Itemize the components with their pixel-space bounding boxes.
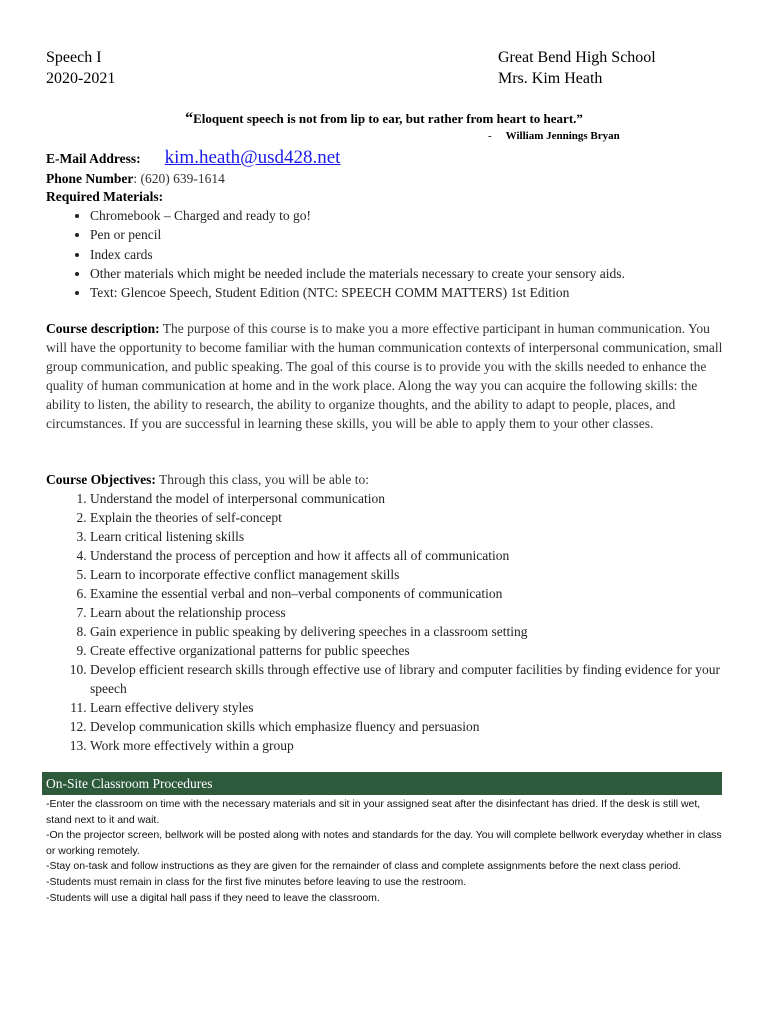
list-item: 9. Create effective organizational patterns for public speeches <box>90 641 726 660</box>
list-item: 7. Learn about the relationship process <box>90 603 726 622</box>
list-item: 13. Work more effectively within a group <box>90 736 726 755</box>
list-item: 2. Explain the theories of self-concept <box>90 508 726 527</box>
list-item: 5. Learn to incorporate effective conflict management skills <box>90 565 726 584</box>
course-description <box>46 319 726 433</box>
quote-text: Eloquent speech is not from lip to ear, but rather from heart to heart.” <box>193 111 583 126</box>
list-item: 10. Develop efficient research skills through effective use of library and computer facilities by finding evidence for your speech <box>90 660 726 698</box>
procedure-item: -Students must remain in class for the first five minutes before leaving to use the restroom. <box>46 875 467 888</box>
email-row <box>46 146 726 171</box>
list-item: • Index cards <box>90 245 726 264</box>
procedure-item: -On the projector screen, bellwork will be posted along with notes and standards for the day. You will complete bellwork everyday whether in class or working remotely. <box>46 829 722 857</box>
list-item: 4. Understand the process of perception and how it affects all of communication <box>90 546 726 565</box>
list-item: 6. Examine the essential verbal and non–verbal components of communication <box>90 584 726 603</box>
course-objectives <box>46 470 726 755</box>
list-item: • Chromebook – Charged and ready to go! <box>90 206 726 225</box>
list-item: 8. Gain experience in public speaking by delivering speeches in a classroom setting <box>90 622 726 641</box>
objectives-list <box>46 489 726 755</box>
email-link[interactable]: kim.heath@usd428.net <box>164 147 341 168</box>
procedure-item: -Students will use a digital hall pass if they need to leave the classroom. <box>46 891 380 904</box>
objectives-intro: Through this class, you will be able to: <box>155 472 369 487</box>
phone-row <box>46 170 726 188</box>
description-label: Course description: <box>46 321 160 336</box>
school-name: Great Bend High School <box>498 49 656 66</box>
list-item: 1. Understand the model of interpersonal communication <box>90 489 726 508</box>
objectives-intro-row <box>46 470 726 489</box>
description-text: The purpose of this course is to make you a more effective participant in human communication. You will have the opportunity to become familiar with the human communication contexts of interpersonal communication, small group communication, and public speaking. The goal of this course is to provide you with the skills needed to enhance the quality of human communication at home and in the work place. Along the way you can acquire the following skills: the ability to listen, the ability to research, the ability to organize thoughts, and the ability to adapt to people, places, and circumstances. If you are successful in learning these skills, you will be able to apply them to your other classes. <box>46 321 723 431</box>
quote-author: William Jennings Bryan <box>505 130 620 142</box>
school-year: 2020-2021 <box>46 70 116 87</box>
list-item: • Pen or pencil <box>90 225 726 244</box>
procedure-item: -Stay on-task and follow instructions as they are given for the remainder of class and complete assignments before the next class period. <box>46 860 681 873</box>
course-title: Speech I <box>46 49 102 66</box>
list-item: 12. Develop communication skills which emphasize fluency and persuasion <box>90 717 726 736</box>
materials-heading: Required Materials: <box>46 189 164 204</box>
list-item: 11. Learn effective delivery styles <box>90 698 726 717</box>
quote-attribution <box>488 130 620 142</box>
procedures-banner: On-Site Classroom Procedures <box>42 772 722 795</box>
contact-section <box>46 146 726 302</box>
phone-number: : (620) 639-1614 <box>133 171 225 186</box>
phone-label: Phone Number <box>46 171 134 186</box>
course-quote <box>0 110 768 128</box>
materials-list <box>46 206 726 302</box>
quote-open-mark: “ <box>185 110 194 127</box>
email-label: E-Mail Address: <box>46 151 141 166</box>
teacher-name: Mrs. Kim Heath <box>498 70 603 87</box>
attribution-dash: - <box>488 130 492 142</box>
procedure-item: -Enter the classroom on time with the necessary materials and sit in your assigned seat after the disinfectant has dried. If the desk is still wet, stand next to it and wait. <box>46 798 701 826</box>
list-item: • Other materials which might be needed include the materials necessary to create your sensory aids. <box>90 264 726 283</box>
course-header <box>46 47 115 89</box>
school-header <box>498 47 656 89</box>
procedures-list <box>46 797 722 906</box>
list-item: • Text: Glencoe Speech, Student Edition (NTC: SPEECH COMM MATTERS) 1st Edition <box>90 283 726 302</box>
objectives-label: Course Objectives: <box>46 472 156 487</box>
list-item: 3. Learn critical listening skills <box>90 527 726 546</box>
